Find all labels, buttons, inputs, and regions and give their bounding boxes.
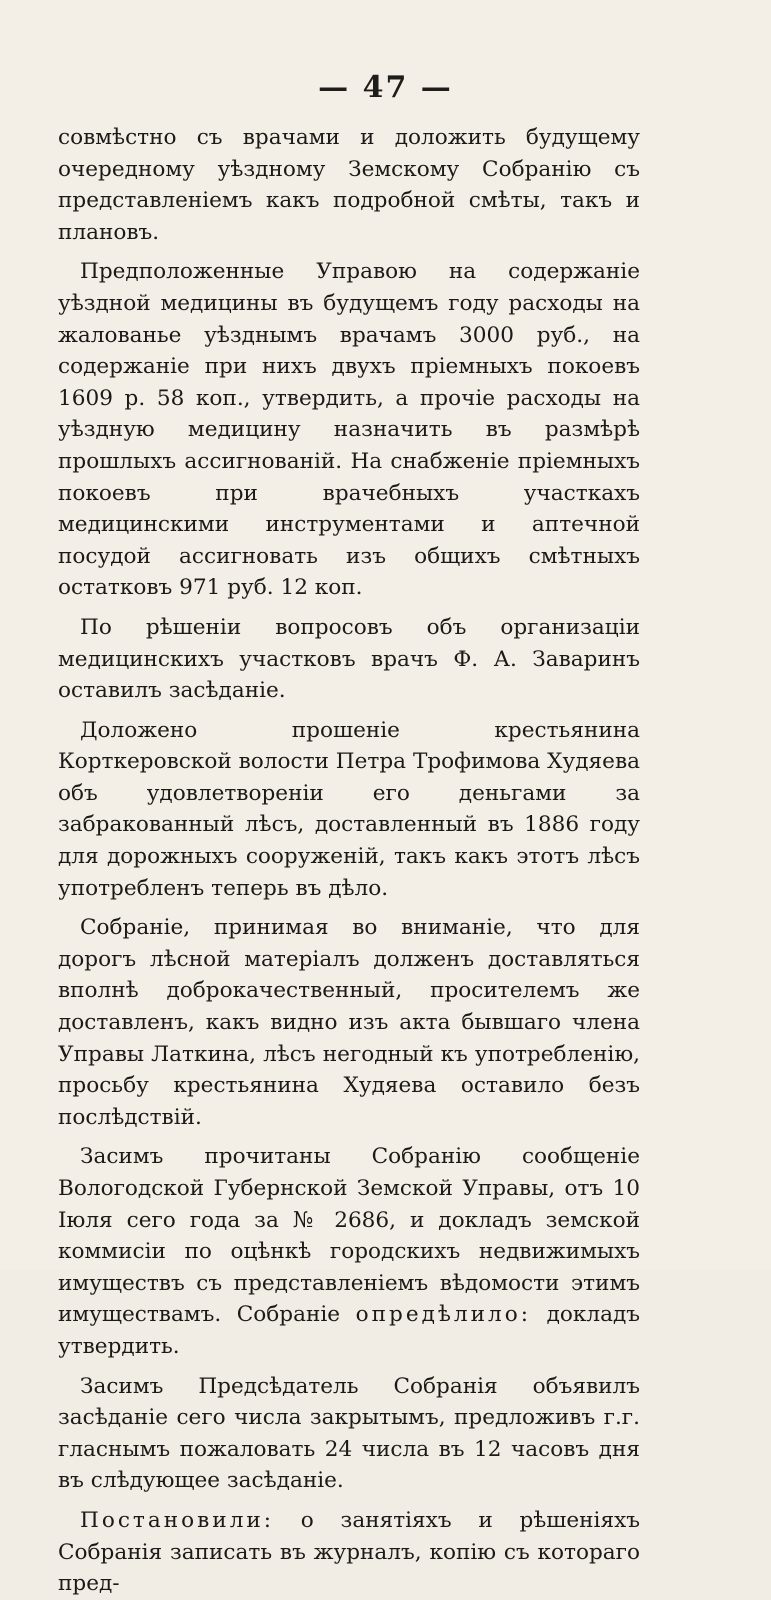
- paragraph-resolution: [58, 1505, 640, 1600]
- body-text: [58, 122, 640, 1600]
- paragraph-vologda-text-after: докладъ утвердить.: [58, 1302, 640, 1359]
- paragraph-vologda-report: [58, 1141, 640, 1362]
- paragraph-resolution-text: о занятіяхъ и рѣшеніяхъ Собранія записать въ журналъ, копію съ котораго пред-: [58, 1507, 640, 1597]
- paragraph-khudyaev-petition: Доложено прошеніе крестьянина Корткеровской волости Петра Трофимова Худяева объ удовлетвореніи его деньгами за забракованный лѣсъ, доставленный въ 1886 году для дорожныхъ сооруженій, такъ какъ этотъ лѣсъ употребленъ теперь въ дѣло.: [58, 717, 640, 901]
- paragraph-continuation: совмѣстно съ врачами и доложить будущему очередному уѣздному Земскому Собранію съ представленіемъ какъ подробной смѣты, такъ и плановъ.: [58, 125, 640, 245]
- paragraph-medicine-expenses: Предположенные Управою на содержаніе уѣздной медицины въ будущемъ году расходы на жалованье уѣзднымъ врачамъ 3000 руб., на содержаніе при нихъ двухъ пріемныхъ покоевъ 1609 р. 58 коп., утвердить, а прочіе расходы на уѣздную медицину назначить въ размѣрѣ прошлыхъ ассигнованій. На снабженіе пріемныхъ покоевъ при врачебныхъ участкахъ медицинскими инструментами и аптечной посудой ассигновать изъ общихъ смѣтныхъ остатковъ 971 руб. 12 коп.: [58, 259, 640, 601]
- paragraph-zavarin-leave: По рѣшеніи вопросовъ объ организаціи медицинскихъ участковъ врачъ Ф. А. Заваринъ оставилъ засѣданіе.: [58, 614, 640, 704]
- paragraph-session-closed: Засимъ Предсѣдатель Собранія объявилъ засѣданіе сего числа закрытымъ, предложивъ г.г. гласнымъ пожаловать 24 числа въ 12 часовъ дня въ слѣдующее засѣданіе.: [58, 1373, 640, 1494]
- paragraph-assembly-decision: Собраніе, принимая во вниманіе, что для дорогъ лѣсной матеріалъ долженъ доставляться вполнѣ доброкачественный, просителемъ же доставленъ, какъ видно изъ акта бывшаго члена Управы Латкина, лѣсъ негодный къ употребленію, просьбу крестьянина Худяева оставило безъ послѣдствій.: [58, 915, 640, 1130]
- decision-emphasis: опредѣлило:: [355, 1302, 532, 1328]
- paragraph-vologda-text-before: Засимъ прочитаны Собранію сообщеніе Вологодской Губернской Земской Управы, отъ 10 Іюля сего года за № 2686, и докладъ земской коммисіи по оцѣнкѣ городскихъ недвижимыхъ имуществъ съ представленіемъ вѣдомости этимъ имуществамъ. Собраніе: [58, 1144, 640, 1328]
- page-number: — 47 —: [318, 70, 453, 105]
- resolution-emphasis: Постановили:: [80, 1507, 275, 1533]
